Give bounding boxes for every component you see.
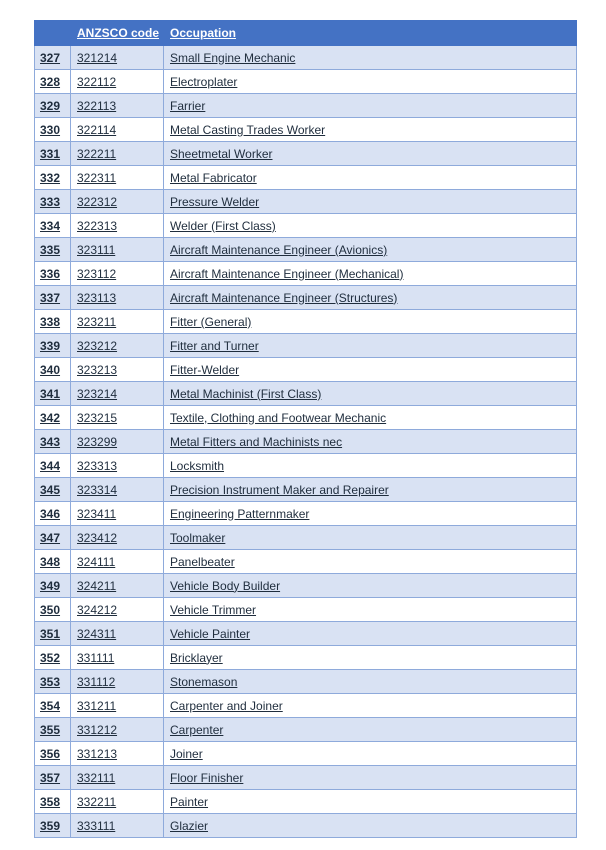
occupation-link[interactable]: Carpenter and Joiner bbox=[164, 694, 577, 718]
table-header-row bbox=[35, 21, 577, 46]
row-number[interactable]: 351 bbox=[35, 622, 71, 646]
table-row bbox=[35, 262, 577, 286]
anzsco-code-link[interactable]: 323411 bbox=[71, 502, 164, 526]
row-number[interactable]: 348 bbox=[35, 550, 71, 574]
occupation-link[interactable]: Fitter and Turner bbox=[164, 334, 577, 358]
table-row bbox=[35, 118, 577, 142]
row-number[interactable]: 335 bbox=[35, 238, 71, 262]
occupation-link[interactable]: Fitter (General) bbox=[164, 310, 577, 334]
row-number[interactable]: 353 bbox=[35, 670, 71, 694]
occupation-link[interactable]: Farrier bbox=[164, 94, 577, 118]
row-number[interactable]: 352 bbox=[35, 646, 71, 670]
anzsco-code-link[interactable]: 333111 bbox=[71, 814, 164, 838]
occupation-link[interactable]: Painter bbox=[164, 790, 577, 814]
row-number[interactable]: 328 bbox=[35, 70, 71, 94]
anzsco-code-link[interactable]: 323113 bbox=[71, 286, 164, 310]
row-number[interactable]: 350 bbox=[35, 598, 71, 622]
row-number[interactable]: 327 bbox=[35, 46, 71, 70]
table-row bbox=[35, 358, 577, 382]
anzsco-code-link[interactable]: 332211 bbox=[71, 790, 164, 814]
anzsco-code-link[interactable]: 323314 bbox=[71, 478, 164, 502]
occupation-link[interactable]: Small Engine Mechanic bbox=[164, 46, 577, 70]
table-row bbox=[35, 430, 577, 454]
occupation-link[interactable]: Metal Casting Trades Worker bbox=[164, 118, 577, 142]
row-number[interactable]: 346 bbox=[35, 502, 71, 526]
row-number[interactable]: 338 bbox=[35, 310, 71, 334]
anzsco-code-link[interactable]: 322313 bbox=[71, 214, 164, 238]
anzsco-code-link[interactable]: 323313 bbox=[71, 454, 164, 478]
occupation-link[interactable]: Vehicle Trimmer bbox=[164, 598, 577, 622]
table-body bbox=[35, 46, 577, 838]
occupation-link[interactable]: Stonemason bbox=[164, 670, 577, 694]
row-number[interactable]: 333 bbox=[35, 190, 71, 214]
anzsco-code-link[interactable]: 323112 bbox=[71, 262, 164, 286]
anzsco-code-link[interactable]: 322211 bbox=[71, 142, 164, 166]
table-row bbox=[35, 166, 577, 190]
row-number[interactable]: 355 bbox=[35, 718, 71, 742]
anzsco-code-link[interactable]: 323412 bbox=[71, 526, 164, 550]
occupation-link[interactable]: Floor Finisher bbox=[164, 766, 577, 790]
table-row bbox=[35, 478, 577, 502]
table-row bbox=[35, 406, 577, 430]
anzsco-code-link[interactable]: 323215 bbox=[71, 406, 164, 430]
occupation-link[interactable]: Aircraft Maintenance Engineer (Avionics) bbox=[164, 238, 577, 262]
occupation-link[interactable]: Aircraft Maintenance Engineer (Structures) bbox=[164, 286, 577, 310]
table-row bbox=[35, 718, 577, 742]
header-anzsco-code[interactable]: ANZSCO code bbox=[71, 21, 164, 46]
occupation-link[interactable]: Vehicle Painter bbox=[164, 622, 577, 646]
anzsco-code-link[interactable]: 322312 bbox=[71, 190, 164, 214]
occupation-link[interactable]: Precision Instrument Maker and Repairer bbox=[164, 478, 577, 502]
table-row bbox=[35, 382, 577, 406]
occupation-link[interactable]: Carpenter bbox=[164, 718, 577, 742]
occupation-link[interactable]: Metal Machinist (First Class) bbox=[164, 382, 577, 406]
table-row bbox=[35, 190, 577, 214]
row-number[interactable]: 349 bbox=[35, 574, 71, 598]
row-number[interactable]: 354 bbox=[35, 694, 71, 718]
occupation-link[interactable]: Joiner bbox=[164, 742, 577, 766]
table-row bbox=[35, 814, 577, 838]
table-row bbox=[35, 670, 577, 694]
table-row bbox=[35, 502, 577, 526]
anzsco-code-link[interactable]: 323299 bbox=[71, 430, 164, 454]
table-row bbox=[35, 142, 577, 166]
anzsco-code-link[interactable]: 332111 bbox=[71, 766, 164, 790]
anzsco-code-link[interactable]: 322112 bbox=[71, 70, 164, 94]
header-occupation[interactable]: Occupation bbox=[164, 21, 577, 46]
header-number bbox=[35, 21, 71, 46]
occupation-link[interactable]: Toolmaker bbox=[164, 526, 577, 550]
table-row bbox=[35, 334, 577, 358]
occupation-link[interactable]: Welder (First Class) bbox=[164, 214, 577, 238]
table-row bbox=[35, 694, 577, 718]
occupation-link[interactable]: Locksmith bbox=[164, 454, 577, 478]
occupation-link[interactable]: Engineering Patternmaker bbox=[164, 502, 577, 526]
anzsco-code-link[interactable]: 323213 bbox=[71, 358, 164, 382]
row-number[interactable]: 330 bbox=[35, 118, 71, 142]
row-number[interactable]: 344 bbox=[35, 454, 71, 478]
anzsco-code-link[interactable]: 322113 bbox=[71, 94, 164, 118]
table-row bbox=[35, 742, 577, 766]
occupation-link[interactable]: Metal Fabricator bbox=[164, 166, 577, 190]
table-row bbox=[35, 622, 577, 646]
occupation-table bbox=[34, 20, 577, 838]
table-row bbox=[35, 598, 577, 622]
occupation-link[interactable]: Metal Fitters and Machinists nec bbox=[164, 430, 577, 454]
table-row bbox=[35, 574, 577, 598]
table-row bbox=[35, 766, 577, 790]
occupation-link[interactable]: Glazier bbox=[164, 814, 577, 838]
anzsco-code-link[interactable]: 324211 bbox=[71, 574, 164, 598]
table-row bbox=[35, 286, 577, 310]
row-number[interactable]: 332 bbox=[35, 166, 71, 190]
row-number[interactable]: 334 bbox=[35, 214, 71, 238]
table-row bbox=[35, 526, 577, 550]
occupation-link[interactable]: Sheetmetal Worker bbox=[164, 142, 577, 166]
row-number[interactable]: 359 bbox=[35, 814, 71, 838]
table-row bbox=[35, 550, 577, 574]
row-number[interactable]: 345 bbox=[35, 478, 71, 502]
anzsco-code-link[interactable]: 323212 bbox=[71, 334, 164, 358]
table-row bbox=[35, 454, 577, 478]
table-row bbox=[35, 310, 577, 334]
occupation-link[interactable]: Aircraft Maintenance Engineer (Mechanical) bbox=[164, 262, 577, 286]
table-row bbox=[35, 46, 577, 70]
occupation-link[interactable]: Textile, Clothing and Footwear Mechanic bbox=[164, 406, 577, 430]
anzsco-code-link[interactable]: 324111 bbox=[71, 550, 164, 574]
table-row bbox=[35, 94, 577, 118]
row-number[interactable]: 357 bbox=[35, 766, 71, 790]
row-number[interactable]: 358 bbox=[35, 790, 71, 814]
anzsco-code-link[interactable]: 331112 bbox=[71, 670, 164, 694]
table-row bbox=[35, 214, 577, 238]
anzsco-code-link[interactable]: 322311 bbox=[71, 166, 164, 190]
anzsco-code-link[interactable]: 323214 bbox=[71, 382, 164, 406]
row-number[interactable]: 336 bbox=[35, 262, 71, 286]
table-row bbox=[35, 646, 577, 670]
row-number[interactable]: 329 bbox=[35, 94, 71, 118]
table-row bbox=[35, 238, 577, 262]
anzsco-code-link[interactable]: 323211 bbox=[71, 310, 164, 334]
row-number[interactable]: 343 bbox=[35, 430, 71, 454]
anzsco-code-link[interactable]: 324311 bbox=[71, 622, 164, 646]
table-row bbox=[35, 70, 577, 94]
anzsco-code-link[interactable]: 331111 bbox=[71, 646, 164, 670]
anzsco-code-link[interactable]: 323111 bbox=[71, 238, 164, 262]
anzsco-code-link[interactable]: 324212 bbox=[71, 598, 164, 622]
anzsco-code-link[interactable]: 321214 bbox=[71, 46, 164, 70]
occupation-link[interactable]: Bricklayer bbox=[164, 646, 577, 670]
occupation-link[interactable]: Fitter-Welder bbox=[164, 358, 577, 382]
row-number[interactable]: 342 bbox=[35, 406, 71, 430]
row-number[interactable]: 347 bbox=[35, 526, 71, 550]
occupation-link[interactable]: Electroplater bbox=[164, 70, 577, 94]
row-number[interactable]: 339 bbox=[35, 334, 71, 358]
anzsco-code-link[interactable]: 331213 bbox=[71, 742, 164, 766]
occupation-link[interactable]: Pressure Welder bbox=[164, 190, 577, 214]
anzsco-code-link[interactable]: 331211 bbox=[71, 694, 164, 718]
table-row bbox=[35, 790, 577, 814]
row-number[interactable]: 337 bbox=[35, 286, 71, 310]
anzsco-code-link[interactable]: 331212 bbox=[71, 718, 164, 742]
row-number[interactable]: 356 bbox=[35, 742, 71, 766]
row-number[interactable]: 331 bbox=[35, 142, 71, 166]
occupation-link[interactable]: Vehicle Body Builder bbox=[164, 574, 577, 598]
row-number[interactable]: 340 bbox=[35, 358, 71, 382]
occupation-link[interactable]: Panelbeater bbox=[164, 550, 577, 574]
row-number[interactable]: 341 bbox=[35, 382, 71, 406]
anzsco-code-link[interactable]: 322114 bbox=[71, 118, 164, 142]
